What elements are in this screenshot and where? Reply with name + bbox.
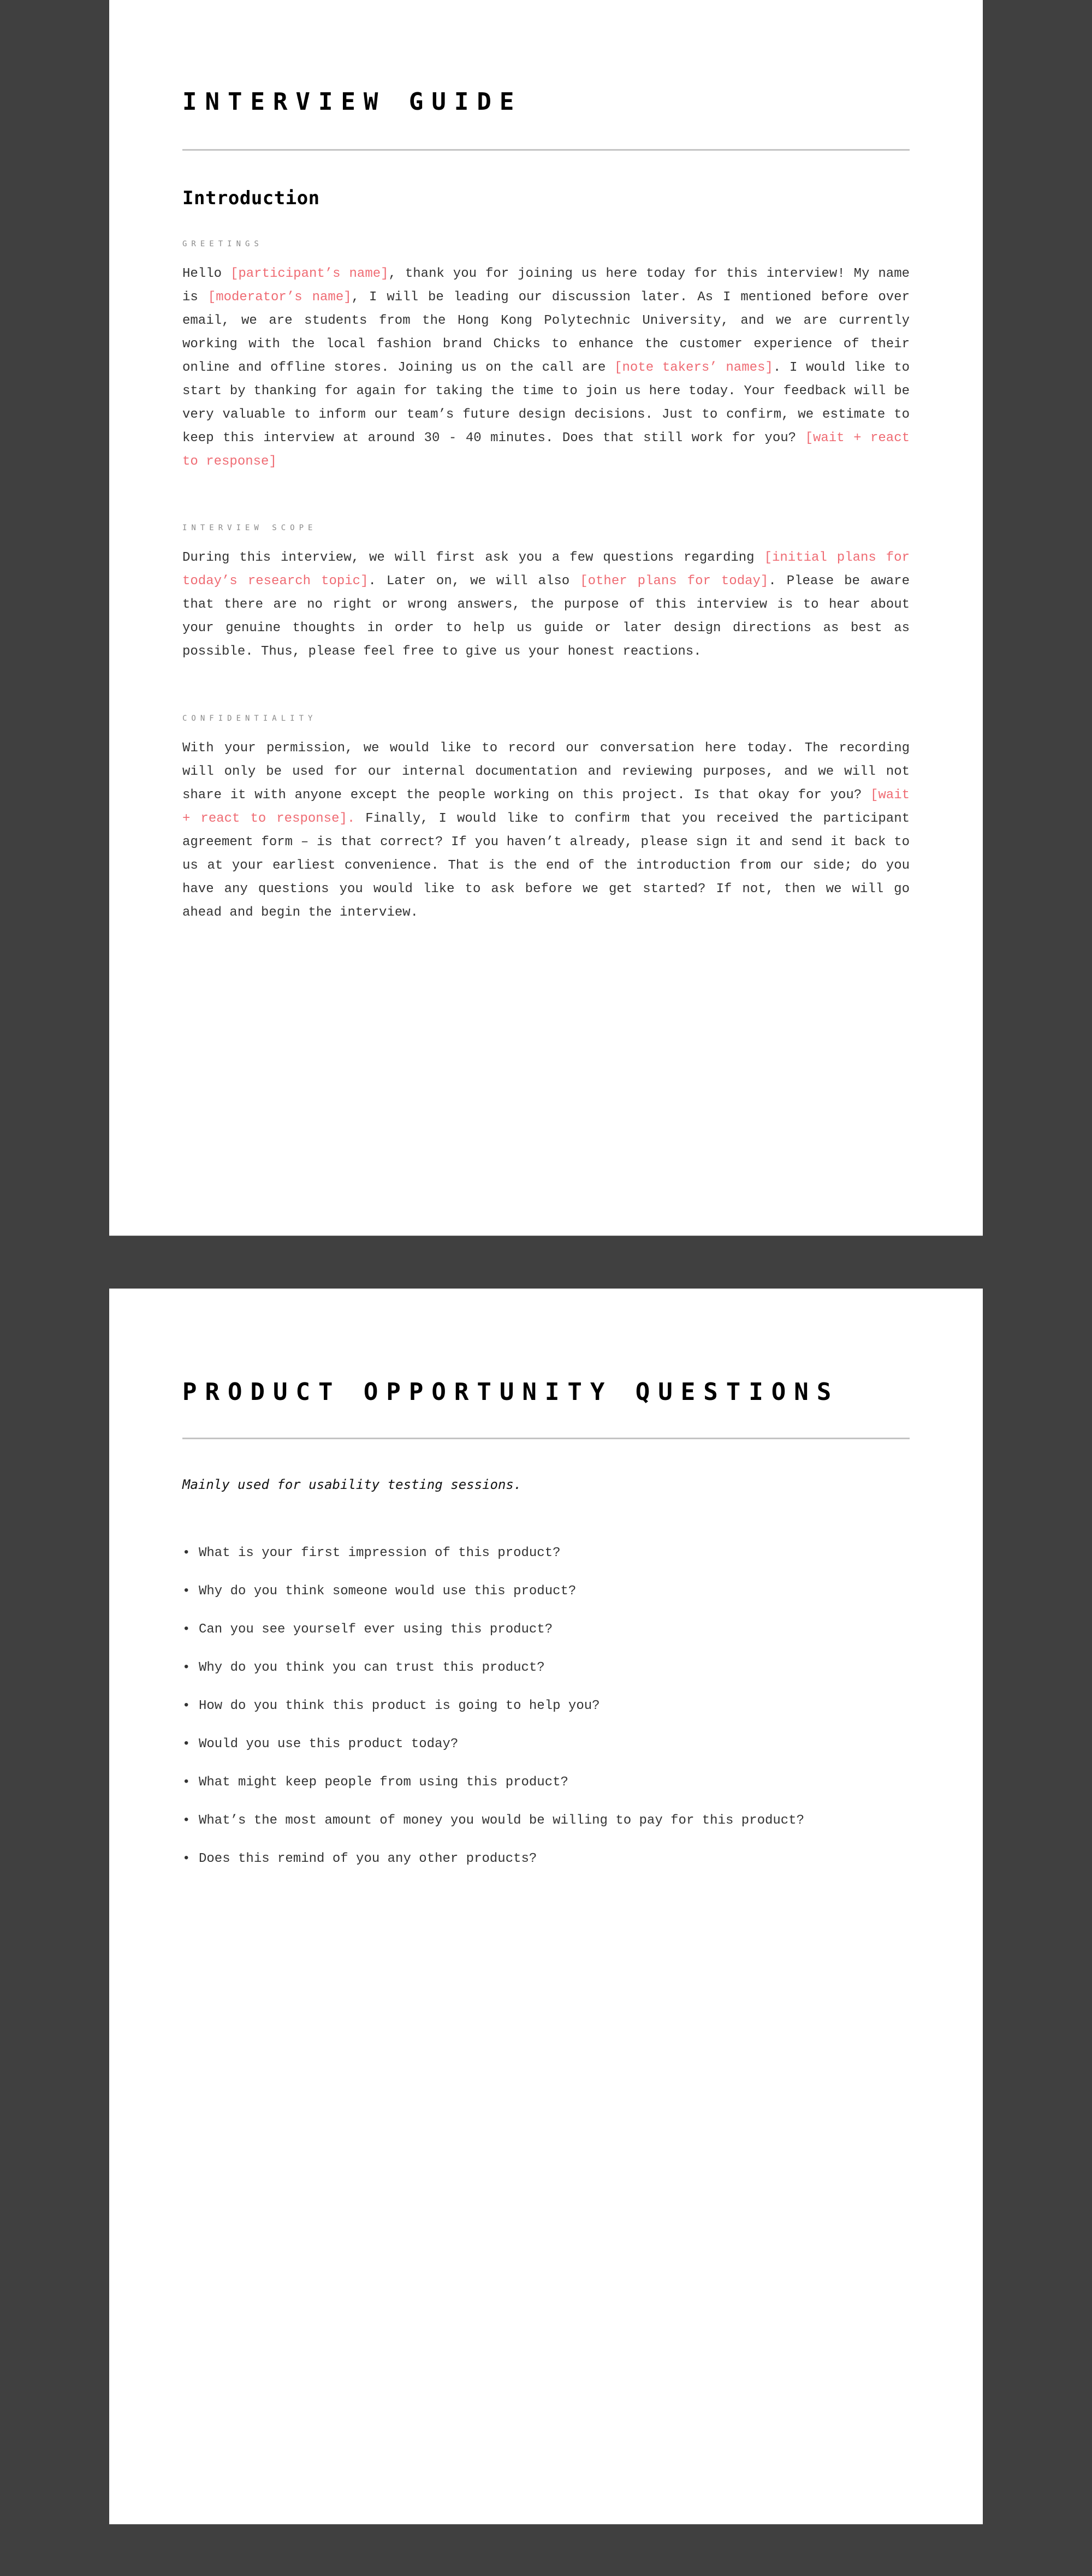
- page-2-title-wrap: [182, 1380, 910, 1404]
- subhead-interview-scope: INTERVIEW SCOPE: [182, 524, 317, 532]
- placeholder-text: [initial plans for today’s research topic]: [182, 550, 910, 589]
- subhead-confidentiality: CONFIDENTIALITY: [182, 714, 317, 723]
- question-list: [182, 1545, 910, 1889]
- placeholder-text: [note takers’ names]: [614, 360, 773, 375]
- body-text: , I will be leading our discussion later. As I mentioned before over email, we are students from the Hong Kong Polytechnic University, and we are currently working with the local fashion brand Chicks to enhance the customer experience of their online and offline stores. Joining us on the call are: [182, 290, 910, 375]
- page-1-content: [182, 90, 910, 114]
- bullet-icon: •: [182, 1699, 191, 1713]
- title-divider: [182, 1438, 910, 1439]
- bullet-icon: •: [182, 1546, 191, 1560]
- document-page-1: [109, 0, 983, 1236]
- body-text: . Later on, we will also: [368, 574, 580, 589]
- body-text: Hello: [182, 266, 230, 281]
- question-item: [182, 1622, 910, 1660]
- bullet-icon: •: [182, 1622, 191, 1637]
- body-text: During this interview, we will first ask you a few questions regarding: [182, 550, 764, 565]
- page-title: INTERVIEW GUIDE: [182, 88, 523, 116]
- bullet-icon: •: [182, 1851, 191, 1866]
- scope-paragraph: [182, 546, 910, 663]
- question-text: Why do you think someone would use this product?: [199, 1584, 577, 1599]
- bullet-icon: •: [182, 1584, 191, 1599]
- placeholder-text: [participant’s name]: [230, 266, 389, 281]
- question-text: What is your first impression of this product?: [199, 1546, 561, 1560]
- question-item: [182, 1583, 910, 1622]
- placeholder-text: [moderator’s name]: [207, 290, 352, 305]
- usage-note-wrap: [182, 1477, 910, 1492]
- bullet-icon: •: [182, 1775, 191, 1790]
- body-text: , thank you for joining us here today for this interview! My name is: [182, 266, 910, 305]
- question-text: What’s the most amount of money you would be willing to pay for this product?: [199, 1813, 804, 1828]
- question-text: How do you think this product is going to help you?: [199, 1699, 600, 1713]
- question-text: Why do you think you can trust this product?: [199, 1660, 545, 1675]
- scope-paragraph-wrap: [182, 546, 910, 663]
- bullet-icon: •: [182, 1813, 191, 1828]
- confidentiality-block: [182, 714, 910, 723]
- greetings-block: [182, 240, 910, 248]
- bullet-icon: •: [182, 1737, 191, 1752]
- question-item: [182, 1813, 910, 1851]
- subhead-greetings: GREETINGS: [182, 240, 263, 248]
- question-text: Does this remind of you any other products?: [199, 1851, 537, 1866]
- question-item: [182, 1736, 910, 1774]
- question-text: What might keep people from using this product?: [199, 1775, 568, 1790]
- section-title-introduction: Introduction: [182, 187, 320, 209]
- confidentiality-paragraph: [182, 737, 910, 924]
- question-item: [182, 1698, 910, 1736]
- body-text: With your permission, we would like to record our conversation here today. The recording will only be used for our internal documentation and reviewing purposes, and we will not share it with anyone except the people working on this project. Is that okay for you?: [182, 741, 910, 803]
- section-heading-wrap: [182, 187, 910, 209]
- page-2-rule-wrap: [182, 1438, 910, 1439]
- scope-block: [182, 524, 910, 532]
- title-divider: [182, 149, 910, 151]
- placeholder-text: [wait + react to response]: [182, 431, 910, 469]
- question-item: [182, 1660, 910, 1698]
- question-text: Would you use this product today?: [199, 1737, 459, 1752]
- page-title-product-opportunity: PRODUCT OPPORTUNITY QUESTIONS: [182, 1378, 840, 1406]
- document-page-2: [109, 1289, 983, 2525]
- question-item: [182, 1851, 910, 1889]
- usage-note: Mainly used for usability testing sessions.: [182, 1477, 522, 1492]
- confidentiality-paragraph-wrap: [182, 737, 910, 924]
- question-text: Can you see yourself ever using this product?: [199, 1622, 553, 1637]
- body-text: . I would like to start by thanking for again for taking the time to join us here today. Your feedback will be very valuable to inform our team’s future design decisions. Just to confirm, we estimate to keep this interview at around 30 - 40 minutes. Does that still work for you?: [182, 360, 910, 446]
- placeholder-text: [wait + react to response].: [182, 788, 910, 826]
- placeholder-text: [other plans for today]: [580, 574, 769, 589]
- greetings-paragraph: [182, 262, 910, 473]
- title-rule-wrap: [182, 149, 910, 151]
- question-item: [182, 1774, 910, 1813]
- body-text: . Please be aware that there are no right or wrong answers, the purpose of this interview is to hear about your genuine thoughts in order to help us guide or later design directions as best as possible. Thus, please feel free to give us your honest reactions.: [182, 574, 910, 659]
- body-text: Finally, I would like to confirm that you received the participant agreement form – is that correct? If you haven’t already, please sign it and send it back to us at your earliest convenience. That is the end of the introduction from our side; do you have any questions you would like to ask before we get started? If not, then we will go ahead and begin the interview.: [182, 811, 910, 920]
- greetings-paragraph-wrap: [182, 262, 910, 473]
- bullet-icon: •: [182, 1660, 191, 1675]
- question-item: [182, 1545, 910, 1583]
- questions-wrap: [182, 1545, 910, 1889]
